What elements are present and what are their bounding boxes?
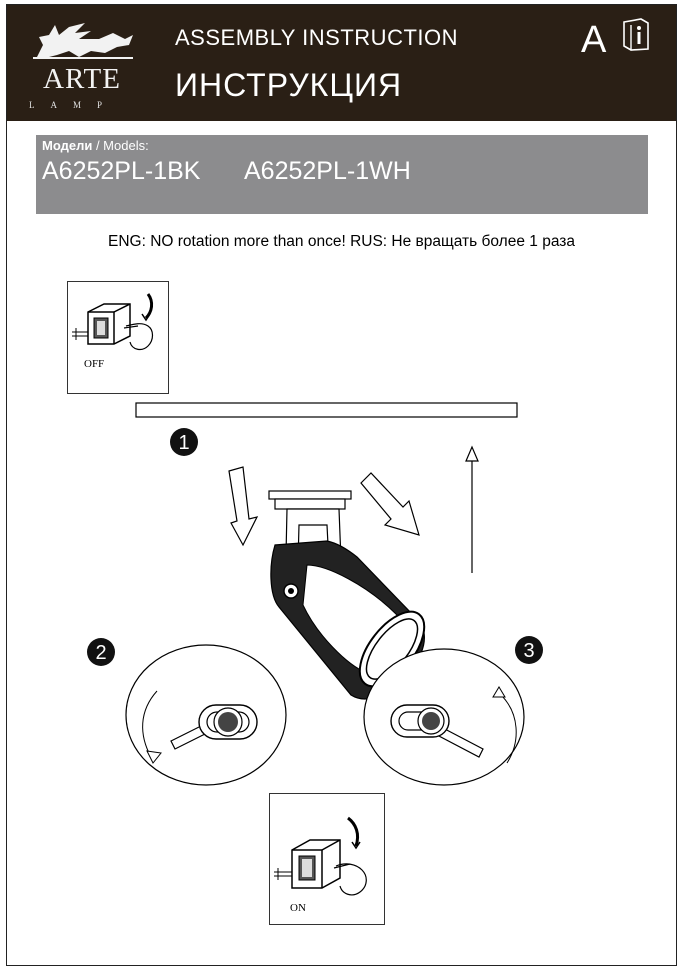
rotation-warning: ENG: NO rotation more than once! RUS: Не вращать более 1 раза bbox=[108, 233, 575, 250]
title-russian: ИНСТРУКЦИЯ bbox=[175, 67, 403, 103]
switch-off-label: OFF bbox=[84, 358, 105, 370]
step-number: 2 bbox=[95, 642, 107, 664]
model-code: A6252PL-1WH bbox=[244, 157, 411, 185]
models-label-ru: Модели bbox=[42, 138, 93, 153]
step-1-badge bbox=[170, 428, 198, 456]
lift-arrow-icon bbox=[466, 447, 478, 573]
instruction-page bbox=[6, 4, 677, 966]
models-label-en: / Models: bbox=[92, 138, 149, 153]
step-number: 3 bbox=[523, 640, 535, 662]
step-3-badge bbox=[515, 636, 543, 664]
title-english: ASSEMBLY INSTRUCTION bbox=[175, 25, 459, 50]
rotate-left-detail bbox=[126, 645, 286, 785]
insert-arrow-icon bbox=[229, 467, 257, 545]
brand-name: ARTE bbox=[43, 63, 121, 95]
step-number: 1 bbox=[178, 432, 190, 454]
assembly-diagram bbox=[7, 5, 676, 965]
model-code: A6252PL-1BK bbox=[42, 157, 201, 185]
brand-subtitle: LAMP bbox=[29, 100, 119, 110]
rotate-right-detail bbox=[364, 649, 524, 785]
brand-letter: A bbox=[581, 19, 607, 61]
switch-on-label: ON bbox=[290, 902, 306, 914]
track-rail bbox=[136, 403, 517, 417]
insert-arrow-icon bbox=[361, 473, 419, 535]
step-2-badge bbox=[87, 638, 115, 666]
